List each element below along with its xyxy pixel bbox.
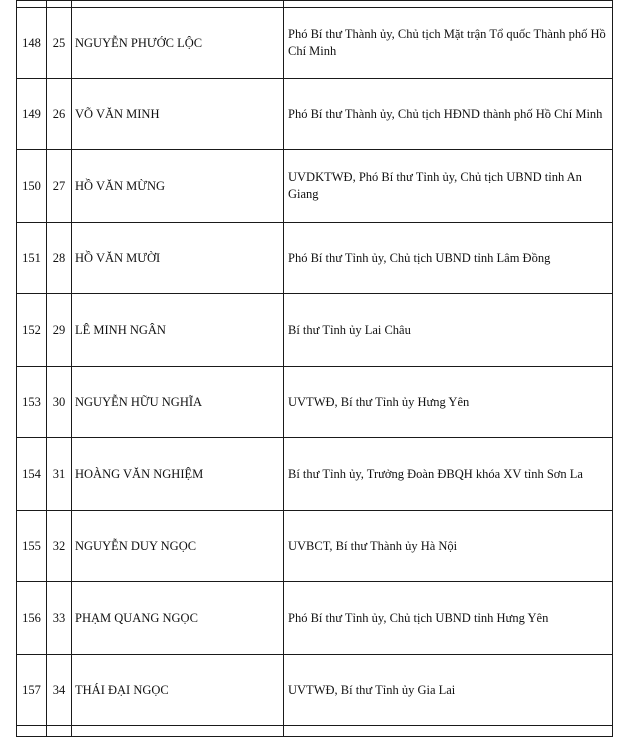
row-sub-number: 28: [47, 223, 72, 294]
delegate-position: Phó Bí thư Thành ủy, Chủ tịch HĐND thành phố Hồ Chí Minh: [284, 79, 613, 150]
delegate-name: HOÀNG VĂN NGHIỆM: [72, 438, 284, 511]
table-row: [17, 150, 613, 223]
row-number: 154: [17, 438, 47, 511]
delegate-position: Phó Bí thư Tỉnh ủy, Chủ tịch UBND tỉnh Lâm Đồng: [284, 223, 613, 294]
row-sub-number: 26: [47, 79, 72, 150]
row-number: 151: [17, 223, 47, 294]
row-number: 155: [17, 511, 47, 582]
table-row-continuation: [17, 726, 613, 737]
delegate-name: NGUYỄN DUY NGỌC: [72, 511, 284, 582]
row-number: 153: [17, 367, 47, 438]
row-sub-number: 30: [47, 367, 72, 438]
delegate-name: NGUYỄN HỮU NGHĨA: [72, 367, 284, 438]
row-sub-number: 32: [47, 511, 72, 582]
delegate-position: UVTWĐ, Bí thư Tỉnh ủy Hưng Yên: [284, 367, 613, 438]
delegate-position: Bí thư Tỉnh ủy, Trưởng Đoàn ĐBQH khóa XV tỉnh Sơn La: [284, 438, 613, 511]
table-row: [17, 655, 613, 726]
delegate-position: UVBCT, Bí thư Thành ủy Hà Nội: [284, 511, 613, 582]
table-row: [17, 438, 613, 511]
table-row: [17, 367, 613, 438]
delegate-position: UVDKTWĐ, Phó Bí thư Tỉnh ủy, Chủ tịch UBND tỉnh An Giang: [284, 150, 613, 223]
table-row: [17, 8, 613, 79]
delegate-position: Phó Bí thư Thành ủy, Chủ tịch Mặt trận Tổ quốc Thành phố Hồ Chí Minh: [284, 8, 613, 79]
row-number: 149: [17, 79, 47, 150]
delegate-name: THÁI ĐẠI NGỌC: [72, 655, 284, 726]
table-row: [17, 79, 613, 150]
delegate-position: UVTWĐ, Bí thư Tỉnh ủy Gia Lai: [284, 655, 613, 726]
row-sub-number: 33: [47, 582, 72, 655]
row-number: 148: [17, 8, 47, 79]
delegate-name: NGUYỄN PHƯỚC LỘC: [72, 8, 284, 79]
row-sub-number: 31: [47, 438, 72, 511]
row-number: 157: [17, 655, 47, 726]
table-row: [17, 511, 613, 582]
delegate-name: HỒ VĂN MỪNG: [72, 150, 284, 223]
table-row: [17, 582, 613, 655]
delegate-name: VÕ VĂN MINH: [72, 79, 284, 150]
delegate-name: LÊ MINH NGÂN: [72, 294, 284, 367]
table-row: [17, 294, 613, 367]
row-sub-number: 29: [47, 294, 72, 367]
row-number: 152: [17, 294, 47, 367]
delegate-position: Phó Bí thư Tỉnh ủy, Chủ tịch UBND tỉnh Hưng Yên: [284, 582, 613, 655]
table-row: [17, 223, 613, 294]
row-sub-number: 27: [47, 150, 72, 223]
row-sub-number: 25: [47, 8, 72, 79]
delegate-position: Bí thư Tỉnh ủy Lai Châu: [284, 294, 613, 367]
delegate-name: HỒ VĂN MƯỜI: [72, 223, 284, 294]
delegate-name: PHẠM QUANG NGỌC: [72, 582, 284, 655]
row-sub-number: 34: [47, 655, 72, 726]
table-row-continuation: [17, 1, 613, 8]
row-number: 150: [17, 150, 47, 223]
row-number: 156: [17, 582, 47, 655]
delegate-table: [16, 0, 613, 737]
